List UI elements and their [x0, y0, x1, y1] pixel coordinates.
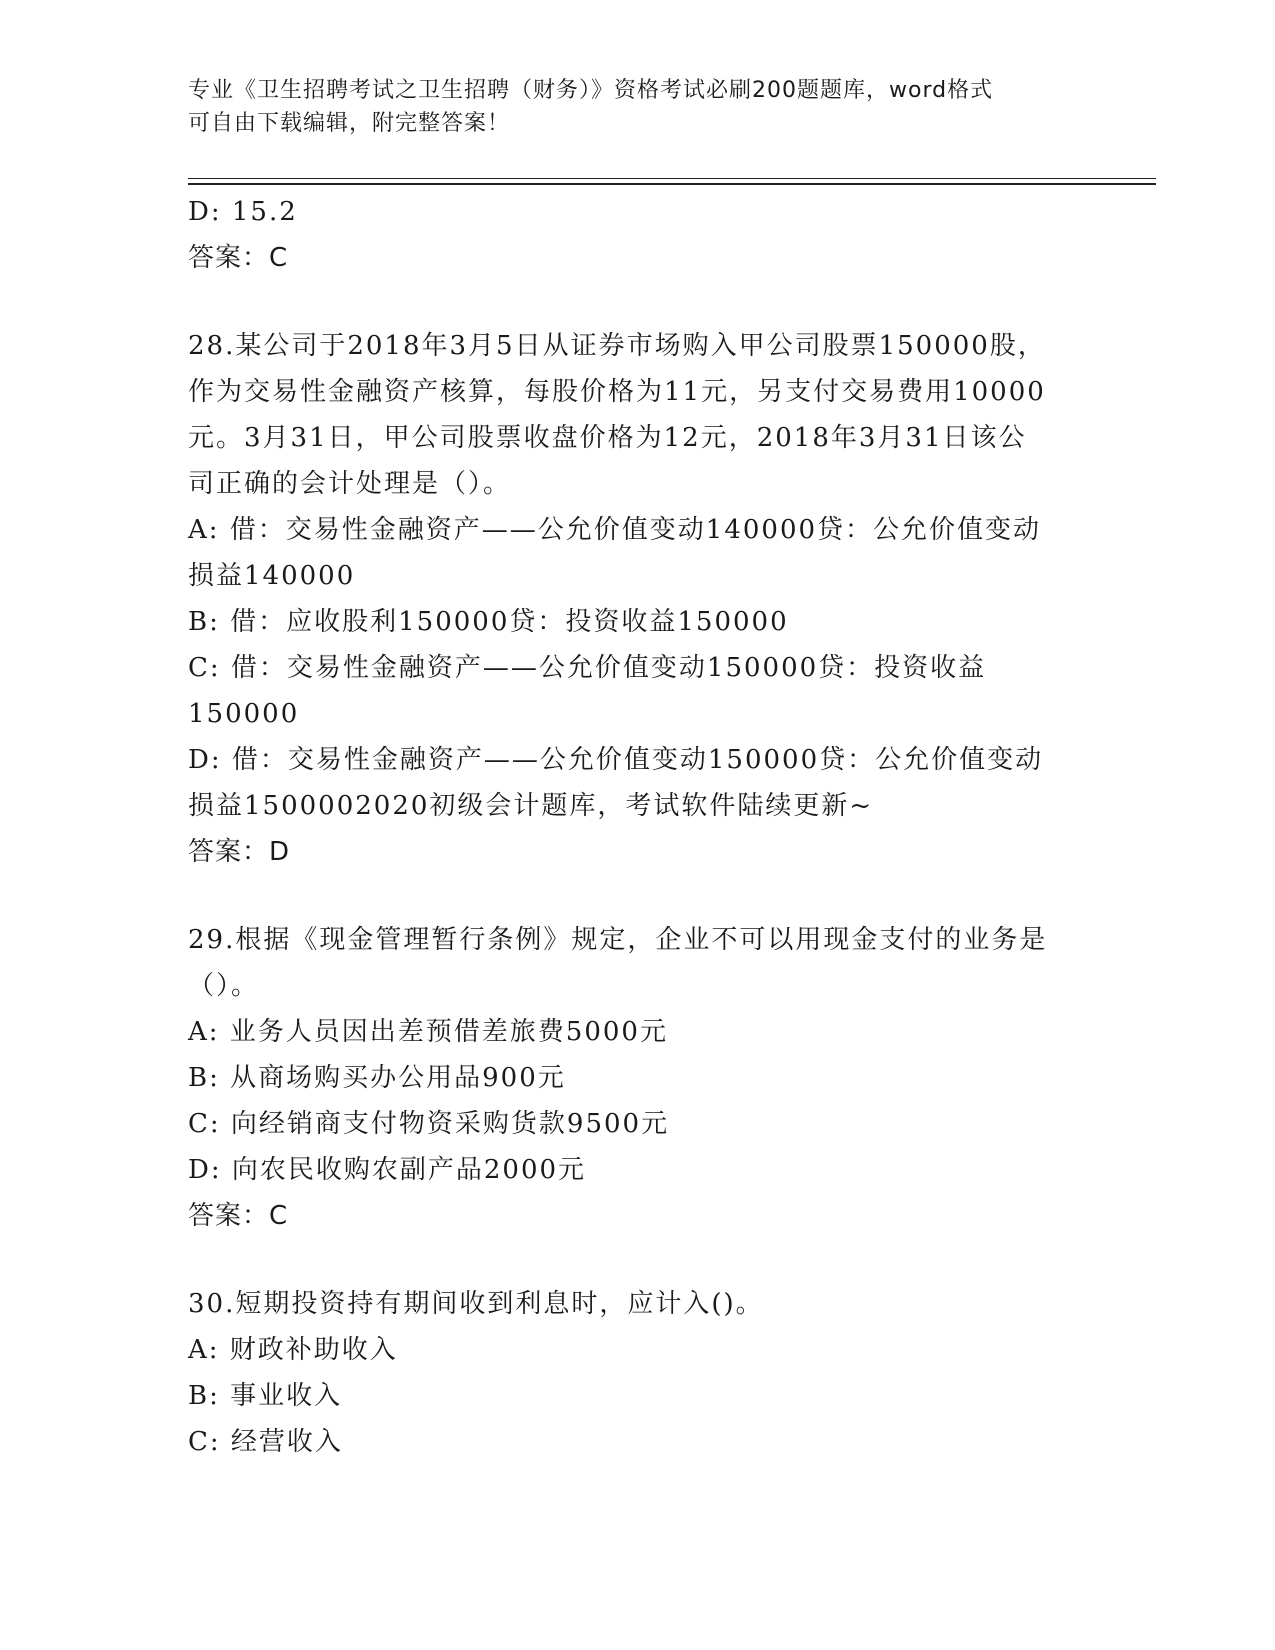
option-d: D: 向农民收购农副产品2000元 — [188, 1155, 587, 1185]
option-a: A: 业务人员因出差预借差旅费5000元 — [188, 1017, 668, 1047]
question-stem-line: 28.某公司于2018年3月5日从证券市场购入甲公司股票150000股， — [188, 331, 1046, 361]
option-a: A: 借：交易性金融资产——公允价值变动140000贷：公允价值变动 — [188, 515, 1042, 545]
question-29 — [188, 917, 1078, 1239]
document-header — [188, 74, 1068, 140]
question-27-tail — [188, 189, 1078, 281]
question-stem-line: 元。3月31日，甲公司股票收盘价格为12元，2018年3月31日该公 — [188, 423, 1027, 453]
option-b: B: 事业收入 — [188, 1381, 343, 1411]
question-stem-line: 司正确的会计处理是（）。 — [188, 469, 512, 499]
question-stem-line: （）。 — [188, 971, 260, 1001]
answer-line: 答案：C — [188, 1201, 289, 1231]
option-b: B: 从商场购买办公用品900元 — [188, 1063, 566, 1093]
header-line-1: 专业《卫生招聘考试之卫生招聘（财务）》资格考试必刷200题题库，word格式 — [188, 78, 994, 103]
spacer — [188, 281, 1078, 323]
header-divider-thick — [188, 183, 1156, 185]
document-body — [188, 189, 1078, 1465]
option-c-continued: 150000 — [188, 699, 300, 729]
question-stem-line: 30.短期投资持有期间收到利息时，应计入()。 — [188, 1289, 764, 1319]
option-d: D: 借：交易性金融资产——公允价值变动150000贷：公允价值变动 — [188, 745, 1044, 775]
spacer — [188, 1239, 1078, 1281]
header-line-2: 可自由下载编辑，附完整答案！ — [188, 111, 511, 136]
answer-line: 答案：C — [188, 243, 289, 273]
spacer — [188, 875, 1078, 917]
question-30 — [188, 1281, 1078, 1465]
option-d: D: 15.2 — [188, 197, 298, 227]
option-a-continued: 损益140000 — [188, 561, 356, 591]
header-divider-thin — [188, 178, 1156, 179]
question-28 — [188, 323, 1078, 875]
question-stem-line: 作为交易性金融资产核算，每股价格为11元，另支付交易费用10000 — [188, 377, 1046, 407]
option-a: A: 财政补助收入 — [188, 1335, 398, 1365]
option-c: C: 借：交易性金融资产——公允价值变动150000贷：投资收益 — [188, 653, 987, 683]
option-d-continued: 损益1500002020初级会计题库，考试软件陆续更新~ — [188, 791, 874, 821]
answer-line: 答案：D — [188, 837, 291, 867]
option-c: C: 向经销商支付物资采购货款9500元 — [188, 1109, 670, 1139]
question-stem-line: 29.根据《现金管理暂行条例》规定，企业不可以用现金支付的业务是 — [188, 925, 1048, 955]
option-c: C: 经营收入 — [188, 1427, 343, 1457]
option-b: B: 借：应收股利150000贷：投资收益150000 — [188, 607, 789, 637]
